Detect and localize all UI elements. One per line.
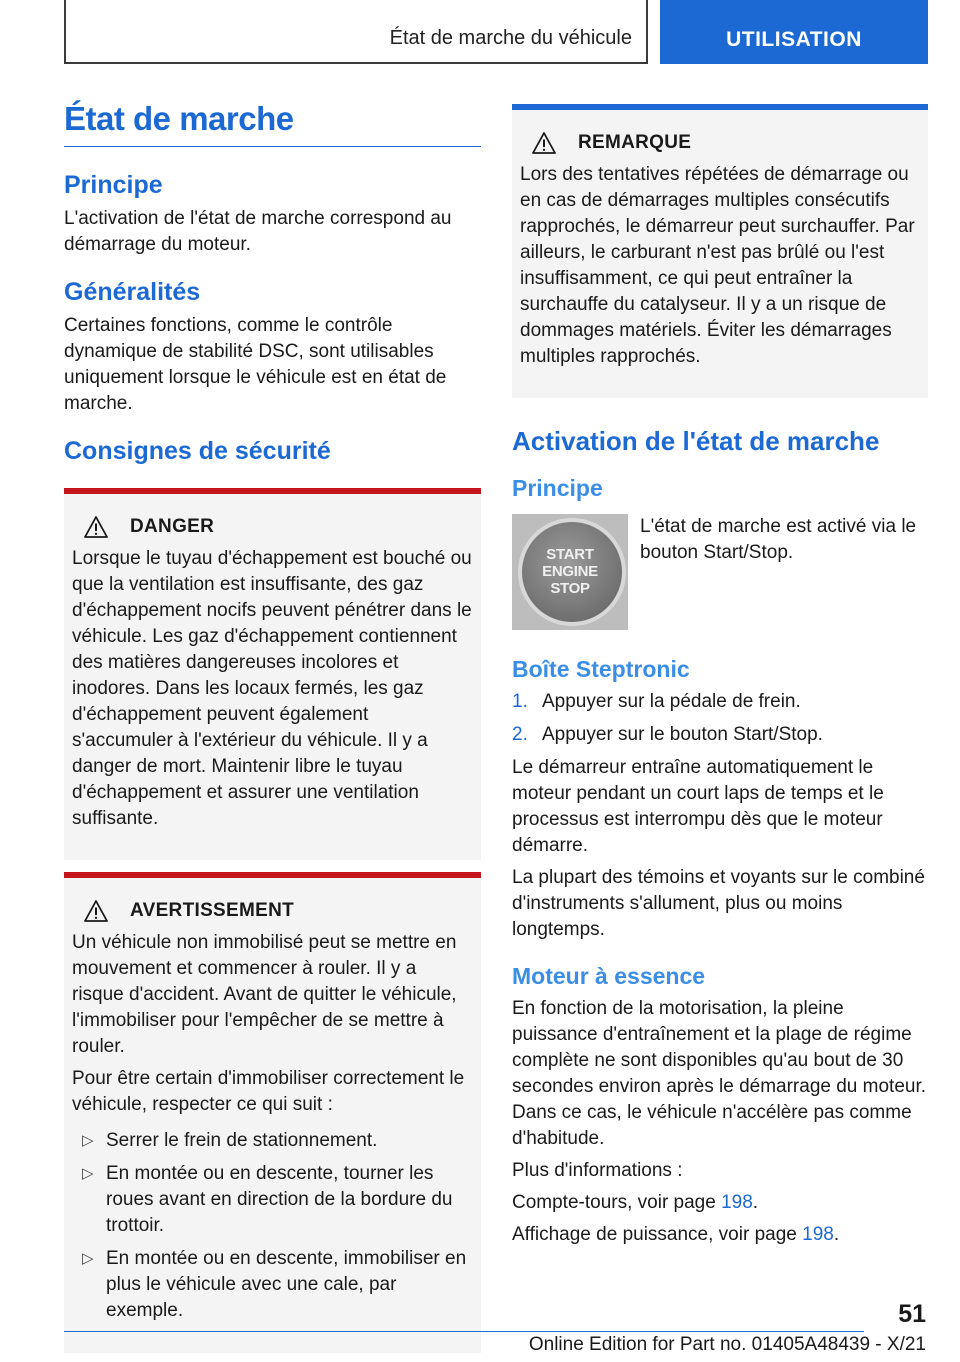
heading-principe-right: Principe — [512, 475, 603, 501]
avertissement-title — [72, 900, 473, 922]
button-label-line: STOP — [550, 580, 590, 597]
header-section-box — [64, 0, 648, 64]
avertissement-label: AVERTISSEMENT — [130, 900, 295, 921]
footer-edition: Online Edition for Part no. 01405A48439 - X/21 — [528, 1334, 926, 1355]
steptronic-text-1: Le démarreur entraîne automatiquement le moteur pendant un court laps de temps et le processus est interrompu dès que le moteur démarre. — [512, 757, 884, 856]
avertissement-text-1: Un véhicule non immobilisé peut se mettre en mouvement et commencer à rouler. Il y a risque d'accident. Avant de quitter le véhicule, l'immobiliser pour l'empêcher de se mettre à rouler. — [72, 932, 457, 1057]
footer-divider — [64, 1331, 864, 1332]
text-generalites: Certaines fonctions, comme le contrôle dynamique de stabilité DSC, sont utilisables uniquement lorsque le véhicule est en état de marche. — [64, 315, 447, 414]
remarque-text: Lors des tentatives répétées de démarrage ou en cas de démarrages multiples consécutifs rapprochés, le démarreur peut surchauffer. Par ailleurs, le carburant n'est pas brûlé ou l'est insuffisamment, ce qui peut entraîner la surchauffe du catalyseur. Il y a un risque de dommages matériels. Éviter les démarrages multiples rapprochés. — [520, 164, 915, 367]
section-generalites — [64, 278, 481, 417]
page-link-198[interactable]: 198 — [721, 1192, 753, 1213]
start-stop-figure — [512, 514, 928, 630]
essence-text-1: En fonction de la motorisation, la pleine puissance d'entraînement et la plage de régime complète ne sont disponibles qu'au bout de 30 secondes environ après le démarrage du moteur. Dans ce cas, le véhicule n'accélère pas comme d'habitude. — [512, 998, 927, 1149]
page-link-198[interactable]: 198 — [802, 1224, 834, 1245]
header-chapter-label: UTILISATION — [726, 28, 862, 51]
danger-box — [64, 488, 481, 860]
left-column — [64, 100, 481, 1353]
triangle-bullet-icon: ▷ — [82, 1250, 94, 1267]
header-section-title: État de marche du véhicule — [389, 27, 632, 49]
remarque-label: REMARQUE — [578, 132, 692, 153]
bullet-text: En montée ou en descente, tourner les roues avant en direction de la bordure du trottoir. — [106, 1163, 453, 1236]
heading-consignes: Consignes de sécurité — [64, 437, 331, 465]
section-steptronic — [512, 656, 928, 943]
button-label-line: START — [546, 546, 594, 563]
button-label-line: ENGINE — [542, 563, 598, 580]
triangle-bullet-icon: ▷ — [82, 1132, 94, 1149]
list-item — [512, 722, 928, 748]
bullet-text: En montée ou en descente, immobiliser en plus le véhicule avec une cale, par exemple. — [106, 1248, 467, 1321]
start-stop-button-image — [512, 514, 628, 630]
essence-ref-1: Compte-tours, voir page 198. — [512, 1192, 759, 1213]
step-number: 2. — [512, 724, 528, 745]
essence-text-2: Plus d'informations : — [512, 1160, 683, 1181]
danger-title — [72, 516, 473, 538]
header-chapter-tab[interactable] — [660, 0, 928, 64]
remarque-title — [520, 132, 920, 154]
avertissement-box — [64, 872, 481, 1353]
heading-steptronic: Boîte Steptronic — [512, 656, 690, 682]
list-item — [72, 1161, 473, 1239]
heading-principe: Principe — [64, 171, 163, 199]
step-text: Appuyer sur la pédale de frein. — [542, 691, 801, 712]
section-principe — [64, 171, 481, 258]
heading-activation: Activation de l'état de marche — [512, 426, 880, 456]
section-essence — [512, 963, 928, 1248]
ref-text: Affichage de puissance, voir page — [512, 1224, 803, 1245]
page-header — [64, 0, 928, 64]
step-number: 1. — [512, 691, 528, 712]
steptronic-text-2: La plupart des témoins et voyants sur le combiné d'instruments s'allument, plus ou moins longtemps. — [512, 867, 925, 940]
avertissement-text-2: Pour être certain d'immobiliser correctement le véhicule, respecter ce qui suit : — [72, 1068, 465, 1115]
bullet-text: Serrer le frein de stationnement. — [106, 1130, 378, 1151]
danger-text: Lorsque le tuyau d'échappement est bouché ou que la ventilation est insuffisante, des gaz d'échappement nocifs peuvent pénétrer dans le véhicule. Les gaz d'échappement contiennent des matières dangereuses incolores et inodores. Dans les locaux fermés, les gaz d'échappement peuvent également s'accumuler à l'extérieur du véhicule. Il y a danger de mort. Maintenir libre le tuyau d'échappement et assurer une ventilation suffisante. — [72, 548, 472, 829]
ref-text: Compte-tours, voir page — [512, 1192, 722, 1213]
triangle-bullet-icon: ▷ — [82, 1165, 94, 1182]
text-principe: L'activation de l'état de marche correspond au démarrage du moteur. — [64, 208, 452, 255]
heading-generalites: Généralités — [64, 278, 201, 306]
text-principe-right: L'état de marche est activé via le bouton Start/Stop. — [640, 516, 917, 563]
warning-triangle-icon — [84, 900, 108, 922]
danger-label: DANGER — [130, 516, 215, 537]
essence-ref-2: Affichage de puissance, voir page 198. — [512, 1224, 840, 1245]
page-title: État de marche — [64, 100, 481, 147]
step-text: Appuyer sur le bouton Start/Stop. — [542, 724, 823, 745]
list-item — [72, 1246, 473, 1324]
start-stop-button-label — [512, 546, 628, 597]
remarque-box — [512, 104, 928, 398]
warning-triangle-icon — [532, 132, 556, 154]
page-number: 51 — [898, 1300, 926, 1328]
warning-triangle-icon — [84, 516, 108, 538]
list-item — [72, 1128, 473, 1154]
heading-essence: Moteur à essence — [512, 963, 706, 989]
right-column — [512, 104, 928, 1268]
list-item — [512, 689, 928, 715]
